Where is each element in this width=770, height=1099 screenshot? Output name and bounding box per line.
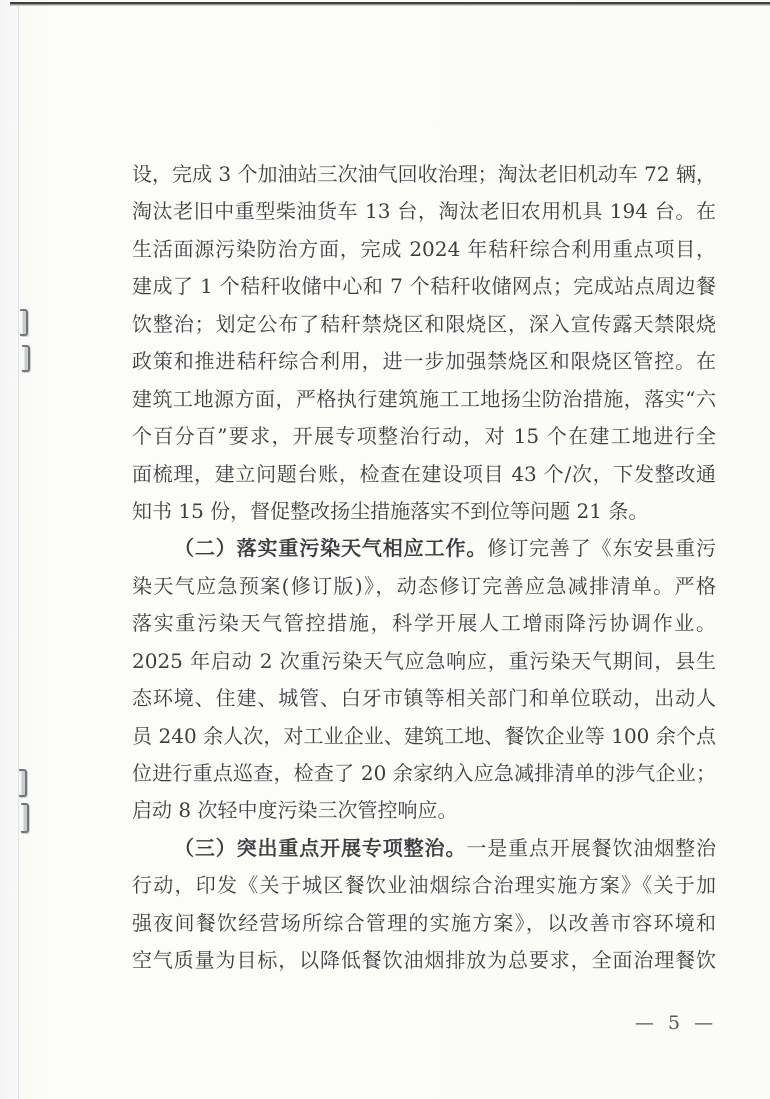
staple-mark bbox=[20, 309, 28, 336]
text-line: 个百分百”要求，开展专项整治行动，对 15 个在建工地进行全 bbox=[132, 424, 716, 449]
section-heading: （三）突出重点开展专项整治。 bbox=[174, 835, 467, 860]
scan-edge-top-line bbox=[10, 2, 770, 7]
text-line: 落实重污染天气管控措施，科学开展人工增雨降污协调作业。 bbox=[132, 611, 716, 636]
text-line: 员 240 余人次，对工业企业、建筑工地、餐饮企业等 100 余个点 bbox=[132, 723, 716, 748]
staple-mark bbox=[22, 345, 30, 372]
text-line: 淘汰老旧中重型柴油货车 13 台，淘汰老旧农用机具 194 台。在 bbox=[132, 199, 716, 224]
text-line: 位进行重点巡查，检查了 20 余家纳入应急减排清单的涉气企业； bbox=[132, 761, 716, 785]
text-line: 2025 年启动 2 次重污染天气应急响应，重污染天气期间，县生 bbox=[132, 648, 716, 673]
text-line: 生活面源污染防治方面，完成 2024 年秸秆综合利用重点项目， bbox=[132, 236, 716, 261]
section-heading: （二）落实重污染天气相应工作。 bbox=[174, 536, 488, 561]
text-line: 知书 15 份，督促整改扬尘措施落实不到位等问题 21 条。 bbox=[132, 498, 649, 523]
text-line: 行动，印发《关于城区餐饮业油烟综合治理实施方案》《关于加 bbox=[132, 873, 716, 898]
document-body bbox=[132, 156, 716, 980]
text-line: 设，完成 3 个加油站三次油气回收治理；淘汰老旧机动车 72 辆， bbox=[132, 162, 716, 186]
text-line: 饮整治；划定公布了秸秆禁烧区和限烧区，深入宣传露天禁限烧 bbox=[132, 311, 716, 336]
text-line: 染天气应急预案(修订版)》，动态修订完善应急减排清单。严格 bbox=[132, 573, 716, 598]
page-left-edge-line bbox=[18, 6, 19, 1099]
text-line: 面梳理，建立问题台账，检查在建设项目 43 个/次，下发整改通 bbox=[132, 461, 716, 486]
text-line: 强夜间餐饮经营场所综合管理的实施方案》，以改善市容环境和 bbox=[132, 910, 716, 935]
text-line: （二）落实重污染天气相应工作。修订完善了《东安县重污 bbox=[174, 536, 716, 561]
page-number: — 5 — bbox=[634, 1012, 718, 1034]
text-line: 启动 8 次轻中度污染三次管控响应。 bbox=[132, 798, 458, 823]
text-line: 政策和推进秸秆综合利用，进一步加强禁烧区和限烧区管控。在 bbox=[132, 349, 716, 374]
text-line: 建成了 1 个秸秆收储中心和 7 个秸秆收储网点；完成站点周边餐 bbox=[132, 274, 716, 299]
text-line: 态环境、住建、城管、白牙市镇等相关部门和单位联动，出动人 bbox=[132, 686, 716, 711]
staple-mark bbox=[21, 803, 29, 833]
text-line: 建筑工地源方面，严格执行建筑施工工地扬尘防治措施，落实“六 bbox=[132, 386, 716, 411]
staple-mark bbox=[19, 769, 27, 797]
text-line: 空气质量为目标，以降低餐饮油烟排放为总要求，全面治理餐饮 bbox=[132, 948, 716, 973]
text-line: （三）突出重点开展专项整治。一是重点开展餐饮油烟整治 bbox=[174, 835, 716, 860]
